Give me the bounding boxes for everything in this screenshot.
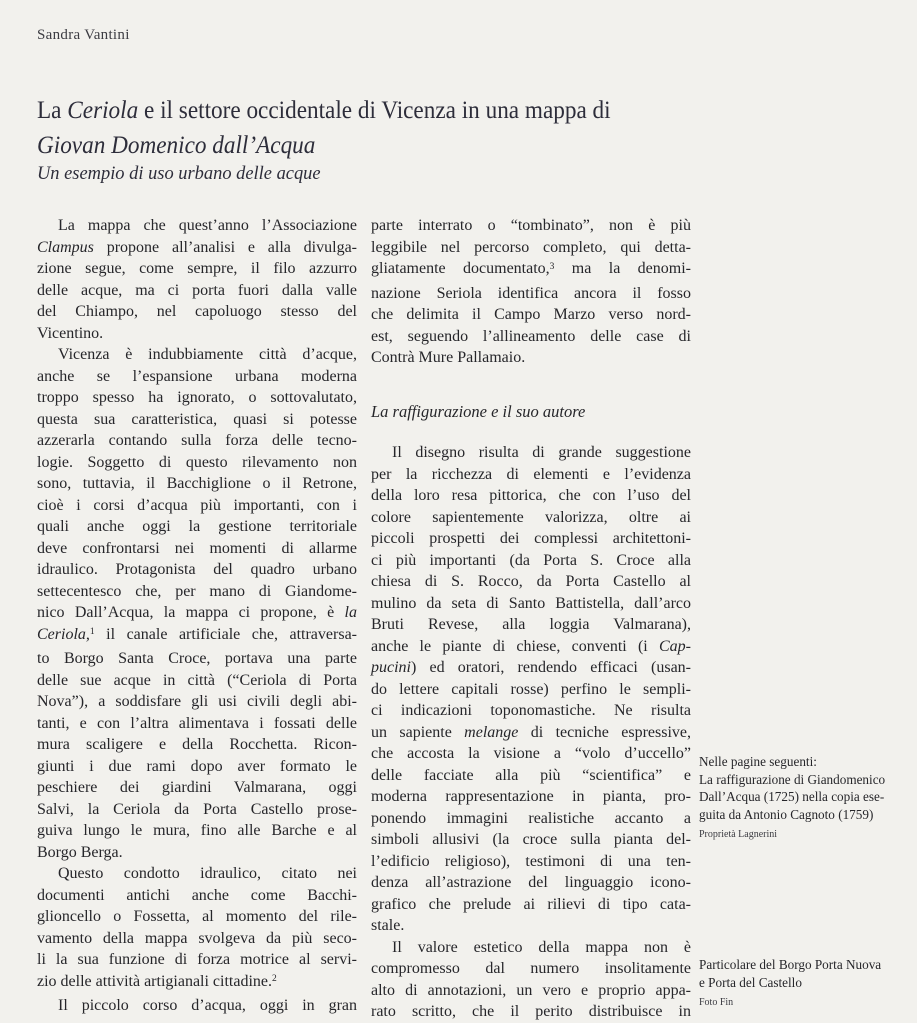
- text-segment: Ceriola: [67, 95, 139, 124]
- text-segment: tanti, e con l’altra alimentava i fossati delle: [37, 714, 357, 732]
- text-segment: l’edificio religioso), testimoni di una ten-: [371, 852, 691, 870]
- text-line: [37, 995, 357, 1017]
- text-segment: ponendo immagini realistiche accanto a: [371, 809, 691, 827]
- article-title: [37, 92, 611, 162]
- text-line: [371, 464, 691, 486]
- text-segment: li la sua funzione di forza motrice al servi-: [37, 951, 357, 968]
- paragraph: [371, 442, 691, 937]
- text-segment: moderna rappresentazione in pianta, pro-: [371, 788, 691, 805]
- text-line: [37, 409, 357, 431]
- text-segment: Giovan Domenico dall’Acqua: [37, 130, 316, 159]
- paragraph: [371, 937, 691, 1023]
- text-line: [371, 937, 691, 959]
- text-line: [371, 765, 691, 787]
- text-segment: un sapiente: [371, 723, 465, 741]
- text-segment: quali anche oggi la gestione territoriale: [37, 518, 357, 535]
- text-line: [37, 602, 357, 624]
- text-segment: troppo spesso ha ignorato, o sottovalutato,: [37, 389, 357, 406]
- text-line: [371, 326, 691, 348]
- caption-line: e Porta del Castello: [699, 974, 802, 990]
- text-segment: documenti antichi anche come Bacchi-: [37, 886, 357, 904]
- text-segment: La: [37, 95, 68, 124]
- text-line: [37, 559, 357, 581]
- text-line: [371, 215, 691, 237]
- text-line: [37, 344, 357, 366]
- text-line: [371, 636, 691, 658]
- text-line: [37, 301, 357, 323]
- text-line: [371, 679, 691, 701]
- text-line: [37, 691, 357, 713]
- text-line: [37, 258, 357, 280]
- text-segment: pucini: [371, 659, 411, 676]
- text-segment: anche se l’espansione urbana moderna: [37, 367, 357, 385]
- text-line: [37, 713, 357, 735]
- footnote-ref: 2: [272, 974, 277, 984]
- text-line: [371, 258, 691, 283]
- text-line: [371, 700, 691, 722]
- text-segment: La mappa che quest’anno l’Associazione: [58, 217, 357, 234]
- text-line: [37, 452, 357, 474]
- text-segment: peschiere dei giardini Valmarana, oggi: [37, 779, 357, 796]
- photo-credit: Proprietà Lagnerini: [699, 829, 778, 840]
- text-line: [37, 516, 357, 538]
- margin-note-following-pages: [699, 753, 913, 841]
- text-line: [37, 863, 357, 885]
- text-segment: rato scritto, che il perito distribuisce in: [371, 1003, 691, 1020]
- text-line: [37, 387, 357, 409]
- text-line: [37, 581, 357, 603]
- text-segment: idraulico. Protagonista del quadro urbano: [37, 561, 357, 578]
- text-segment: vamento della mappa svolgeva da più seco-: [37, 929, 357, 947]
- text-line: [371, 743, 691, 765]
- text-line: [37, 971, 357, 996]
- caption-line: guita da Antonio Cagnoto (1759): [699, 806, 874, 822]
- text-line: [37, 906, 357, 928]
- text-line: [37, 842, 357, 864]
- text-line: [37, 928, 357, 950]
- text-segment: est, seguendo l’allineamento delle case di: [371, 327, 691, 345]
- text-line: [371, 485, 691, 507]
- text-line: [371, 851, 691, 873]
- text-segment: Salvi, la Ceriola da Porta Castello prose-: [37, 800, 357, 818]
- text-segment: deve confrontarsi nei momenti di allarme: [37, 539, 357, 557]
- text-line: [37, 495, 357, 517]
- text-line: [37, 670, 357, 692]
- margin-note-photo-detail: [699, 956, 913, 1009]
- section-heading: La raffigurazione e il suo autore: [371, 401, 586, 421]
- text-segment: sono, tuttavia, il Bacchiglione o il Retrone,: [37, 475, 357, 492]
- text-segment: Vicenza è indubbiamente città d’acque,: [58, 346, 357, 363]
- text-segment: glioncello o Fossetta, al momento del rile-: [37, 908, 357, 925]
- text-line: [371, 571, 691, 593]
- author-name: Sandra Vantini: [37, 27, 130, 43]
- paragraph: [37, 215, 357, 344]
- text-line: [37, 624, 357, 649]
- text-segment: logie. Soggetto di questo rilevamento non: [37, 453, 357, 471]
- text-segment: ma la denomi-: [554, 260, 691, 277]
- paragraph: [37, 863, 357, 995]
- text-segment: giunti i due rami dopo aver formato le: [37, 757, 357, 775]
- caption-line: Nelle pagine seguenti:: [699, 754, 817, 769]
- text-line: [371, 872, 691, 894]
- text-segment: e il settore occidentale di Vicenza in una mappa di: [138, 95, 611, 124]
- text-segment: parte interrato o “tombinato”, non è più: [371, 217, 691, 234]
- text-segment: delle acque, ma ci porta fuori dalla valle: [37, 281, 357, 299]
- text-segment: questa sua caratteristica, quasi si potesse: [37, 410, 357, 428]
- text-line: [37, 777, 357, 799]
- caption-line: Particolare del Borgo Porta Nuova: [699, 957, 882, 972]
- text-line: [371, 304, 691, 326]
- footnote-ref: 1: [89, 627, 95, 637]
- text-segment: la: [344, 604, 357, 621]
- paragraph: [37, 995, 357, 1017]
- text-segment: to Borgo Santa Croce, portava una parte: [37, 650, 357, 667]
- text-segment: mulino da seta di Santo Battistella, dall’arco: [371, 594, 691, 612]
- photo-credit: Foto Fin: [699, 997, 734, 1008]
- text-line: [371, 829, 691, 851]
- text-line: [37, 366, 357, 388]
- text-segment: il canale artificiale che, attraversa-: [94, 625, 357, 643]
- text-segment: che accosta la visione a “volo d’uccello”: [371, 745, 691, 762]
- text-line: [371, 894, 691, 916]
- text-line: [371, 614, 691, 636]
- text-segment: delle facciate alla più “scientifica” e: [371, 766, 691, 784]
- text-line: [37, 756, 357, 778]
- paragraph: [371, 215, 691, 369]
- text-segment: Il disegno risulta di grande suggestione: [392, 444, 691, 461]
- text-segment: per la ricchezza di elementi e l’evidenza: [371, 465, 691, 483]
- text-segment: simboli allusivi (la croce sulla pianta del-: [371, 831, 691, 848]
- text-segment: propone all’analisi e alla divulga-: [93, 238, 357, 256]
- title-line-1: [37, 92, 611, 127]
- text-segment: Contrà Mure Pallamaio.: [371, 349, 526, 366]
- text-segment: Il piccolo corso d’acqua, oggi in gran: [58, 997, 357, 1014]
- text-line: [371, 958, 691, 980]
- text-segment: grafico che prelude ai rilievi di tipo cata-: [371, 895, 691, 913]
- text-segment: stale.: [371, 917, 405, 934]
- text-line: [371, 722, 691, 744]
- text-segment: del Chiampo, nel capoluogo stesso del: [37, 303, 357, 320]
- text-segment: zio delle attività artigianali cittadine.: [37, 972, 273, 990]
- text-line: [371, 283, 691, 305]
- text-segment: azzerarla contando sulla forza delle tecno-: [37, 432, 357, 449]
- text-segment: gliatamente documentato,: [371, 260, 550, 277]
- text-line: [371, 1001, 691, 1023]
- text-segment: guiva lungo le mura, fino alle Barche e al: [37, 822, 357, 839]
- text-line: [371, 528, 691, 550]
- text-segment: cioè i corsi d’acqua più importanti, con i: [37, 496, 357, 514]
- text-line: [371, 915, 691, 937]
- text-line: [37, 949, 357, 971]
- text-line: [371, 980, 691, 1002]
- text-segment: Nova”), a soddisfare gli usi civili degli abi-: [37, 693, 357, 710]
- text-line: [37, 430, 357, 452]
- text-segment: Borgo Berga.: [37, 843, 123, 861]
- text-segment: settecentesco che, per mano di Giandome-: [37, 582, 357, 600]
- text-line: [37, 885, 357, 907]
- text-segment: alto di annotazioni, un vero e proprio appa-: [371, 981, 691, 999]
- text-segment: colore sapientemente valorizza, oltre ai: [371, 508, 691, 526]
- text-segment: delle sue acque in città (“Ceriola di Porta: [37, 671, 357, 689]
- text-segment: zione segue, come sempre, il filo azzurro: [37, 260, 357, 277]
- text-segment: leggibile nel percorso completo, qui detta-: [371, 238, 691, 256]
- caption-line: La raffigurazione di Giandomenico: [699, 771, 886, 787]
- text-line: [371, 442, 691, 464]
- text-segment: che delimita il Campo Marzo verso nord-: [371, 306, 691, 323]
- text-segment: denza all’astrazione del linguaggio icono-: [371, 874, 691, 891]
- text-segment: ) ed oratori, rendendo efficaci (usan-: [411, 659, 691, 676]
- text-segment: compromesso dal numero insolitamente: [371, 960, 691, 977]
- text-line: [37, 820, 357, 842]
- text-line: [37, 734, 357, 756]
- text-segment: Questo condotto idraulico, citato nei: [58, 865, 357, 882]
- footnote-ref: 3: [549, 261, 555, 272]
- text-segment: della loro resa pittorica, che con l’uso del: [371, 487, 691, 504]
- text-line: [37, 473, 357, 495]
- text-line: [371, 550, 691, 572]
- text-segment: Il valore estetico della mappa non è: [392, 938, 691, 956]
- text-segment: do lettere capitali rosse) perfino le sempli-: [371, 680, 691, 698]
- text-line: [371, 347, 691, 369]
- text-segment: ci più importanti (da Porta S. Croce alla: [371, 551, 691, 569]
- text-segment: mura scaligere e della Rocchetta. Ricon-: [37, 736, 357, 753]
- text-line: [371, 507, 691, 529]
- text-line: [37, 799, 357, 821]
- text-line: [371, 657, 691, 679]
- text-column-left: [37, 215, 357, 1017]
- text-line: [371, 808, 691, 830]
- text-segment: piccoli prospetti dei complessi architettoni-: [371, 530, 691, 547]
- text-column-right: [371, 215, 691, 1023]
- caption-line: Dall’Acqua (1725) nella copia ese-: [699, 789, 885, 804]
- text-line: [371, 593, 691, 615]
- text-segment: di tecniche espressive,: [518, 723, 691, 741]
- text-line: [37, 237, 357, 259]
- text-segment: Cap-: [659, 637, 691, 655]
- text-segment: Vicentino.: [37, 324, 104, 342]
- text-segment: ci indicazioni toponomastiche. Ne risulta: [371, 702, 691, 719]
- text-segment: Bruti Revese, alla loggia Valmarana),: [371, 616, 691, 633]
- text-segment: Ceriola,: [37, 625, 90, 643]
- text-segment: anche le piante di chiese, conventi (i: [371, 637, 659, 655]
- text-segment: chiesa di S. Rocco, da Porta Castello al: [371, 573, 691, 590]
- title-line-2: [37, 127, 611, 162]
- text-segment: nazione Seriola identifica ancora il fosso: [371, 284, 691, 302]
- text-line: [371, 786, 691, 808]
- text-line: [37, 215, 357, 237]
- text-segment: nico Dall’Acqua, la mappa ci propone, è: [37, 604, 345, 621]
- text-segment: melange: [464, 723, 519, 741]
- text-segment: Clampus: [37, 238, 94, 256]
- paragraph: [37, 344, 357, 863]
- text-line: [371, 237, 691, 259]
- text-line: [37, 323, 357, 345]
- text-line: [37, 280, 357, 302]
- article-subtitle: Un esempio di uso urbano delle acque: [37, 163, 321, 184]
- text-line: [37, 648, 357, 670]
- text-line: [37, 538, 357, 560]
